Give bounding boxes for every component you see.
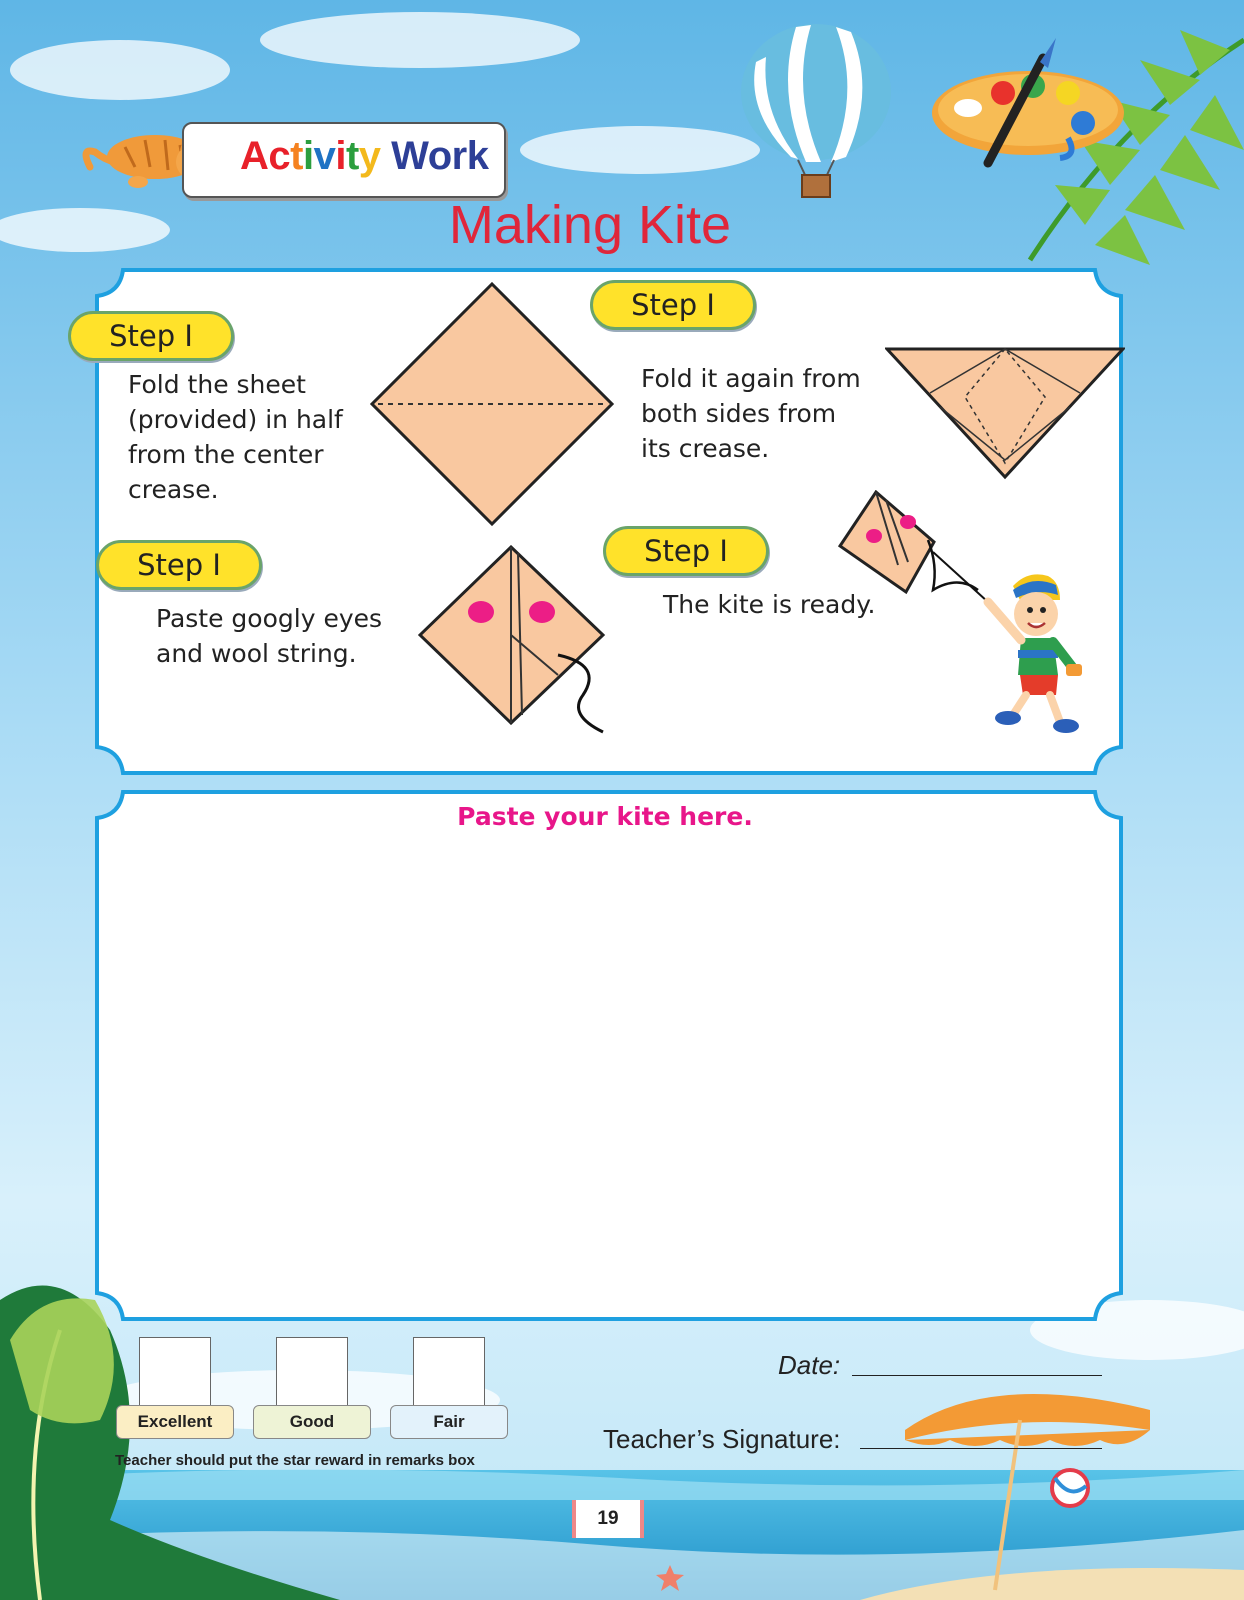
remark-box-fair[interactable] xyxy=(413,1337,485,1407)
page-number: 19 xyxy=(572,1500,644,1538)
remark-label-fair: Fair xyxy=(390,1405,508,1439)
step-1-badge: Step I xyxy=(68,311,234,361)
teacher-signature-line[interactable] xyxy=(860,1448,1102,1449)
remarks-note: Teacher should put the star reward in remarks box xyxy=(115,1452,475,1469)
folded-square-diagram xyxy=(370,282,615,527)
kite-with-eyes-diagram xyxy=(418,545,618,735)
step-4-instructions: The kite is ready. xyxy=(663,590,876,619)
teacher-signature-label: Teacher’s Signature: xyxy=(603,1424,841,1454)
remark-label-excellent: Excellent xyxy=(116,1405,234,1439)
step-2-instructions: Fold it again from both sides from its crease. xyxy=(641,364,861,463)
paste-area-panel xyxy=(97,792,1121,1319)
step-3-badge: Step I xyxy=(96,540,262,590)
folded-triangle-diagram xyxy=(885,345,1125,480)
step-2-badge: Step I xyxy=(590,280,756,330)
paste-area-label: Paste your kite here. xyxy=(457,802,753,831)
remark-box-good[interactable] xyxy=(276,1337,348,1407)
step-4-badge: Step I xyxy=(603,526,769,576)
remark-label-good: Good xyxy=(253,1405,371,1439)
page-title: Making Kite xyxy=(448,195,732,255)
activity-work-title: Activity Work xyxy=(240,134,489,178)
date-label: Date: xyxy=(778,1350,841,1380)
step-1-instructions: Fold the sheet (provided) in half from the center crease. xyxy=(128,370,343,504)
step-3-instructions: Paste googly eyes and wool string. xyxy=(156,604,383,668)
date-line[interactable] xyxy=(852,1375,1102,1376)
remark-box-excellent[interactable] xyxy=(139,1337,211,1407)
kite-and-boy-illustration xyxy=(838,490,1098,740)
